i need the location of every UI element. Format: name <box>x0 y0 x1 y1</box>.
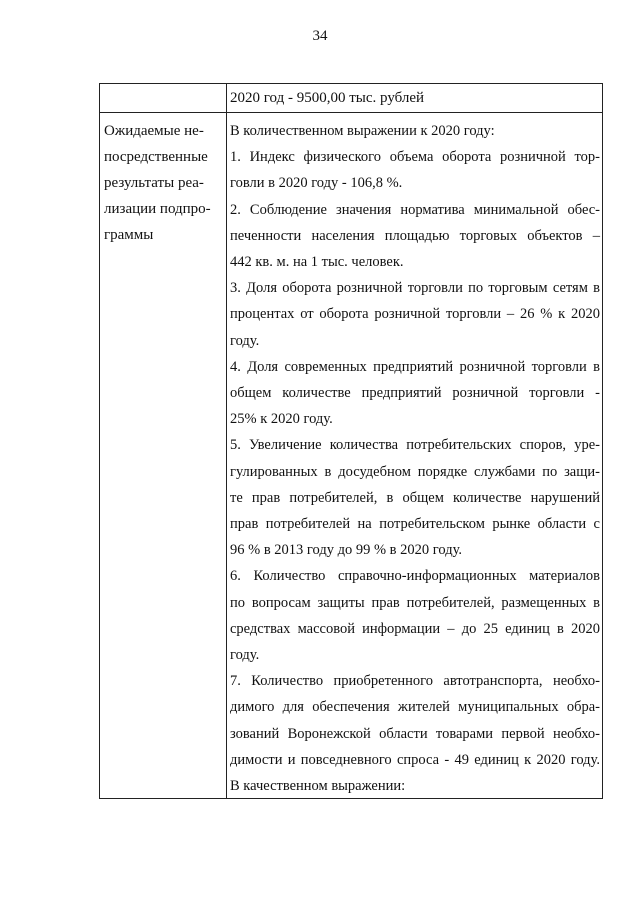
text-line: 25% к 2020 году. <box>230 411 333 428</box>
text-line: В качественном выражении: <box>230 778 406 795</box>
text-line: В количественном выражении к 2020 году: <box>230 123 495 139</box>
text-line: году. <box>230 332 260 349</box>
text-line: 7. Количество приобретенного автотранспорта, необхо- <box>230 673 600 690</box>
expected-results-label: Ожидаемые не- посредственные результаты реа- лизации подпро- граммы <box>104 123 211 243</box>
text-line: димости и повседневного спроса - 49 единиц к 2020 году. <box>230 751 600 768</box>
text-line: прав потребителей на потребительском рынке области с <box>230 516 600 533</box>
text-line: 1. Индекс физического объема оборота розничной тор- <box>230 149 600 166</box>
text-line: процентах от оборота розничной торговли – 26 % к 2020 <box>230 306 600 323</box>
text-line: гулированных в досудебном порядке службами по защи- <box>230 463 600 480</box>
text-line: те прав потребителей, в общем количестве нарушений <box>230 489 600 506</box>
text-line: 3. Доля оборота розничной торговли по торговым сетям в <box>230 280 600 297</box>
text-line: 96 % в 2013 году до 99 % в 2020 году. <box>230 542 462 559</box>
text-line: средствах массовой информации – до 25 единиц в 2020 <box>230 620 600 637</box>
text-line: году. <box>230 647 260 664</box>
text-line: печенности населения площадью торговых объектов – <box>230 227 600 244</box>
results-table <box>99 83 603 799</box>
text-line: димого для обеспечения жителей муниципальных обра- <box>230 699 600 716</box>
row-divider <box>100 112 602 113</box>
column-divider <box>226 84 227 798</box>
text-line: зований Воронежской области товарами первой необхо- <box>230 725 600 742</box>
funding-2020-text: 2020 год - 9500,00 тыс. рублей <box>230 90 425 106</box>
text-line: 6. Количество справочно-информационных материалов <box>230 568 600 585</box>
text-line: говли в 2020 году - 106,8 %. <box>230 175 403 192</box>
page-number: 34 <box>312 28 328 44</box>
text-line: 5. Увеличение количества потребительских споров, уре- <box>230 437 600 454</box>
text-line: общем количестве предприятий розничной торговли - <box>230 385 600 402</box>
text-line: 2. Соблюдение значения норматива минимальной обес- <box>230 201 600 218</box>
text-line: 4. Доля современных предприятий розничной торговли в <box>230 358 600 375</box>
text-line: 442 кв. м. на 1 тыс. человек. <box>230 254 404 271</box>
expected-results-content <box>230 118 600 799</box>
text-line: по вопросам защиты прав потребителей, размещенных в <box>230 594 600 611</box>
